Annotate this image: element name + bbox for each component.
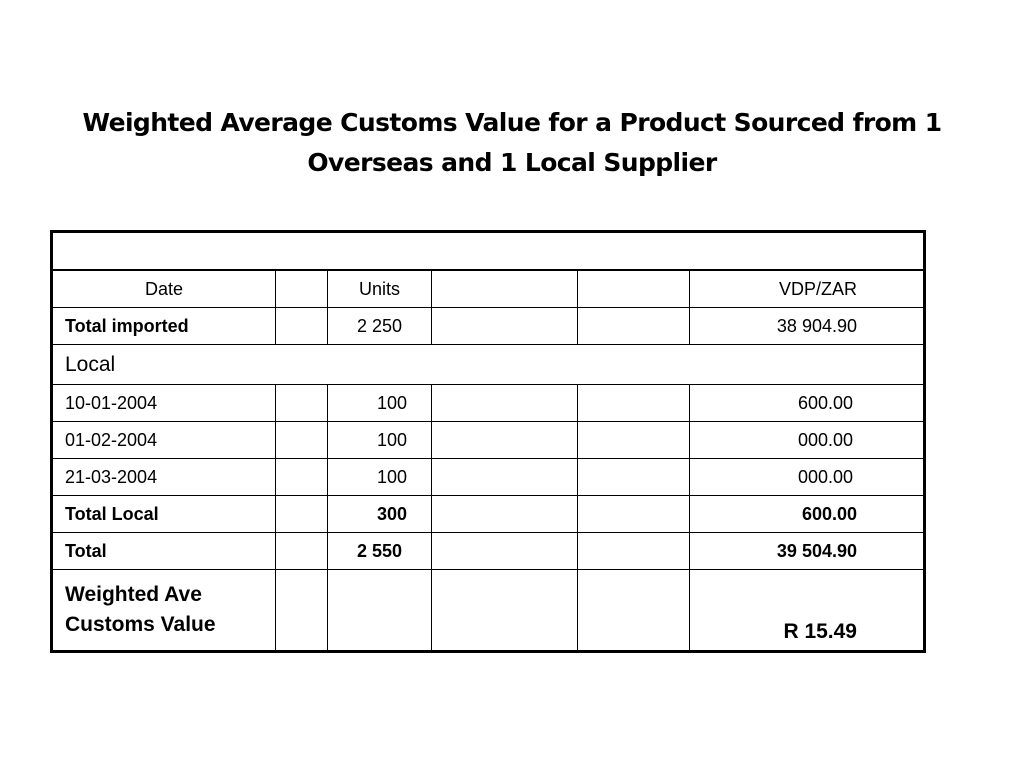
local-heading: Local bbox=[52, 345, 925, 385]
total-local-label: Total Local bbox=[52, 496, 276, 533]
header-vdp: VDP/ZAR bbox=[690, 270, 925, 308]
local-units: 100 bbox=[328, 459, 432, 496]
table-row bbox=[52, 385, 925, 422]
header-units: Units bbox=[328, 270, 432, 308]
empty-cell bbox=[432, 496, 578, 533]
local-vdp: 000.00 bbox=[690, 459, 925, 496]
table-row-total bbox=[52, 533, 925, 570]
table-row-local-heading bbox=[52, 345, 925, 385]
local-date: 21-03-2004 bbox=[52, 459, 276, 496]
empty-cell bbox=[578, 533, 690, 570]
customs-value-table bbox=[50, 230, 926, 653]
total-imported-label: Total imported bbox=[52, 308, 276, 345]
table-row bbox=[52, 422, 925, 459]
empty-cell bbox=[432, 422, 578, 459]
weighted-label-line-2: Customs Value bbox=[65, 613, 216, 636]
empty-cell bbox=[276, 459, 328, 496]
page-title bbox=[40, 103, 984, 183]
empty-cell bbox=[432, 533, 578, 570]
local-vdp: 000.00 bbox=[690, 422, 925, 459]
empty-cell bbox=[432, 308, 578, 345]
local-date: 10-01-2004 bbox=[52, 385, 276, 422]
empty-cell bbox=[328, 570, 432, 652]
empty-cell bbox=[578, 496, 690, 533]
table-header-row bbox=[52, 270, 925, 308]
weighted-average-value: R 15.49 bbox=[690, 570, 925, 652]
local-vdp: 600.00 bbox=[690, 385, 925, 422]
local-units: 100 bbox=[328, 385, 432, 422]
total-units: 2 550 bbox=[328, 533, 432, 570]
total-vdp: 39 504.90 bbox=[690, 533, 925, 570]
table-row-total-local bbox=[52, 496, 925, 533]
local-date: 01-02-2004 bbox=[52, 422, 276, 459]
empty-cell bbox=[276, 385, 328, 422]
table-row bbox=[52, 459, 925, 496]
empty-cell bbox=[276, 496, 328, 533]
empty-cell bbox=[432, 270, 578, 308]
table-blank-row bbox=[52, 232, 925, 271]
weighted-label-line-1: Weighted Ave bbox=[65, 583, 202, 606]
header-date: Date bbox=[52, 270, 276, 308]
weighted-average-label bbox=[52, 570, 276, 652]
table-row-weighted-average bbox=[52, 570, 925, 652]
total-imported-vdp: 38 904.90 bbox=[690, 308, 925, 345]
empty-cell bbox=[276, 308, 328, 345]
total-label: Total bbox=[52, 533, 276, 570]
empty-cell bbox=[578, 570, 690, 652]
empty-cell bbox=[578, 385, 690, 422]
empty-cell bbox=[578, 422, 690, 459]
empty-cell bbox=[578, 270, 690, 308]
total-local-units: 300 bbox=[328, 496, 432, 533]
title-line-1: Weighted Average Customs Value for a Product Sourced from 1 bbox=[82, 108, 942, 137]
empty-cell bbox=[578, 308, 690, 345]
empty-cell bbox=[276, 570, 328, 652]
empty-cell bbox=[432, 459, 578, 496]
empty-cell bbox=[432, 570, 578, 652]
title-line-2: Overseas and 1 Local Supplier bbox=[307, 148, 717, 177]
blank-cell bbox=[52, 232, 925, 271]
total-local-vdp: 600.00 bbox=[690, 496, 925, 533]
table-row-total-imported bbox=[52, 308, 925, 345]
empty-cell bbox=[276, 422, 328, 459]
empty-cell bbox=[432, 385, 578, 422]
empty-cell bbox=[276, 270, 328, 308]
total-imported-units: 2 250 bbox=[328, 308, 432, 345]
empty-cell bbox=[276, 533, 328, 570]
local-units: 100 bbox=[328, 422, 432, 459]
empty-cell bbox=[578, 459, 690, 496]
